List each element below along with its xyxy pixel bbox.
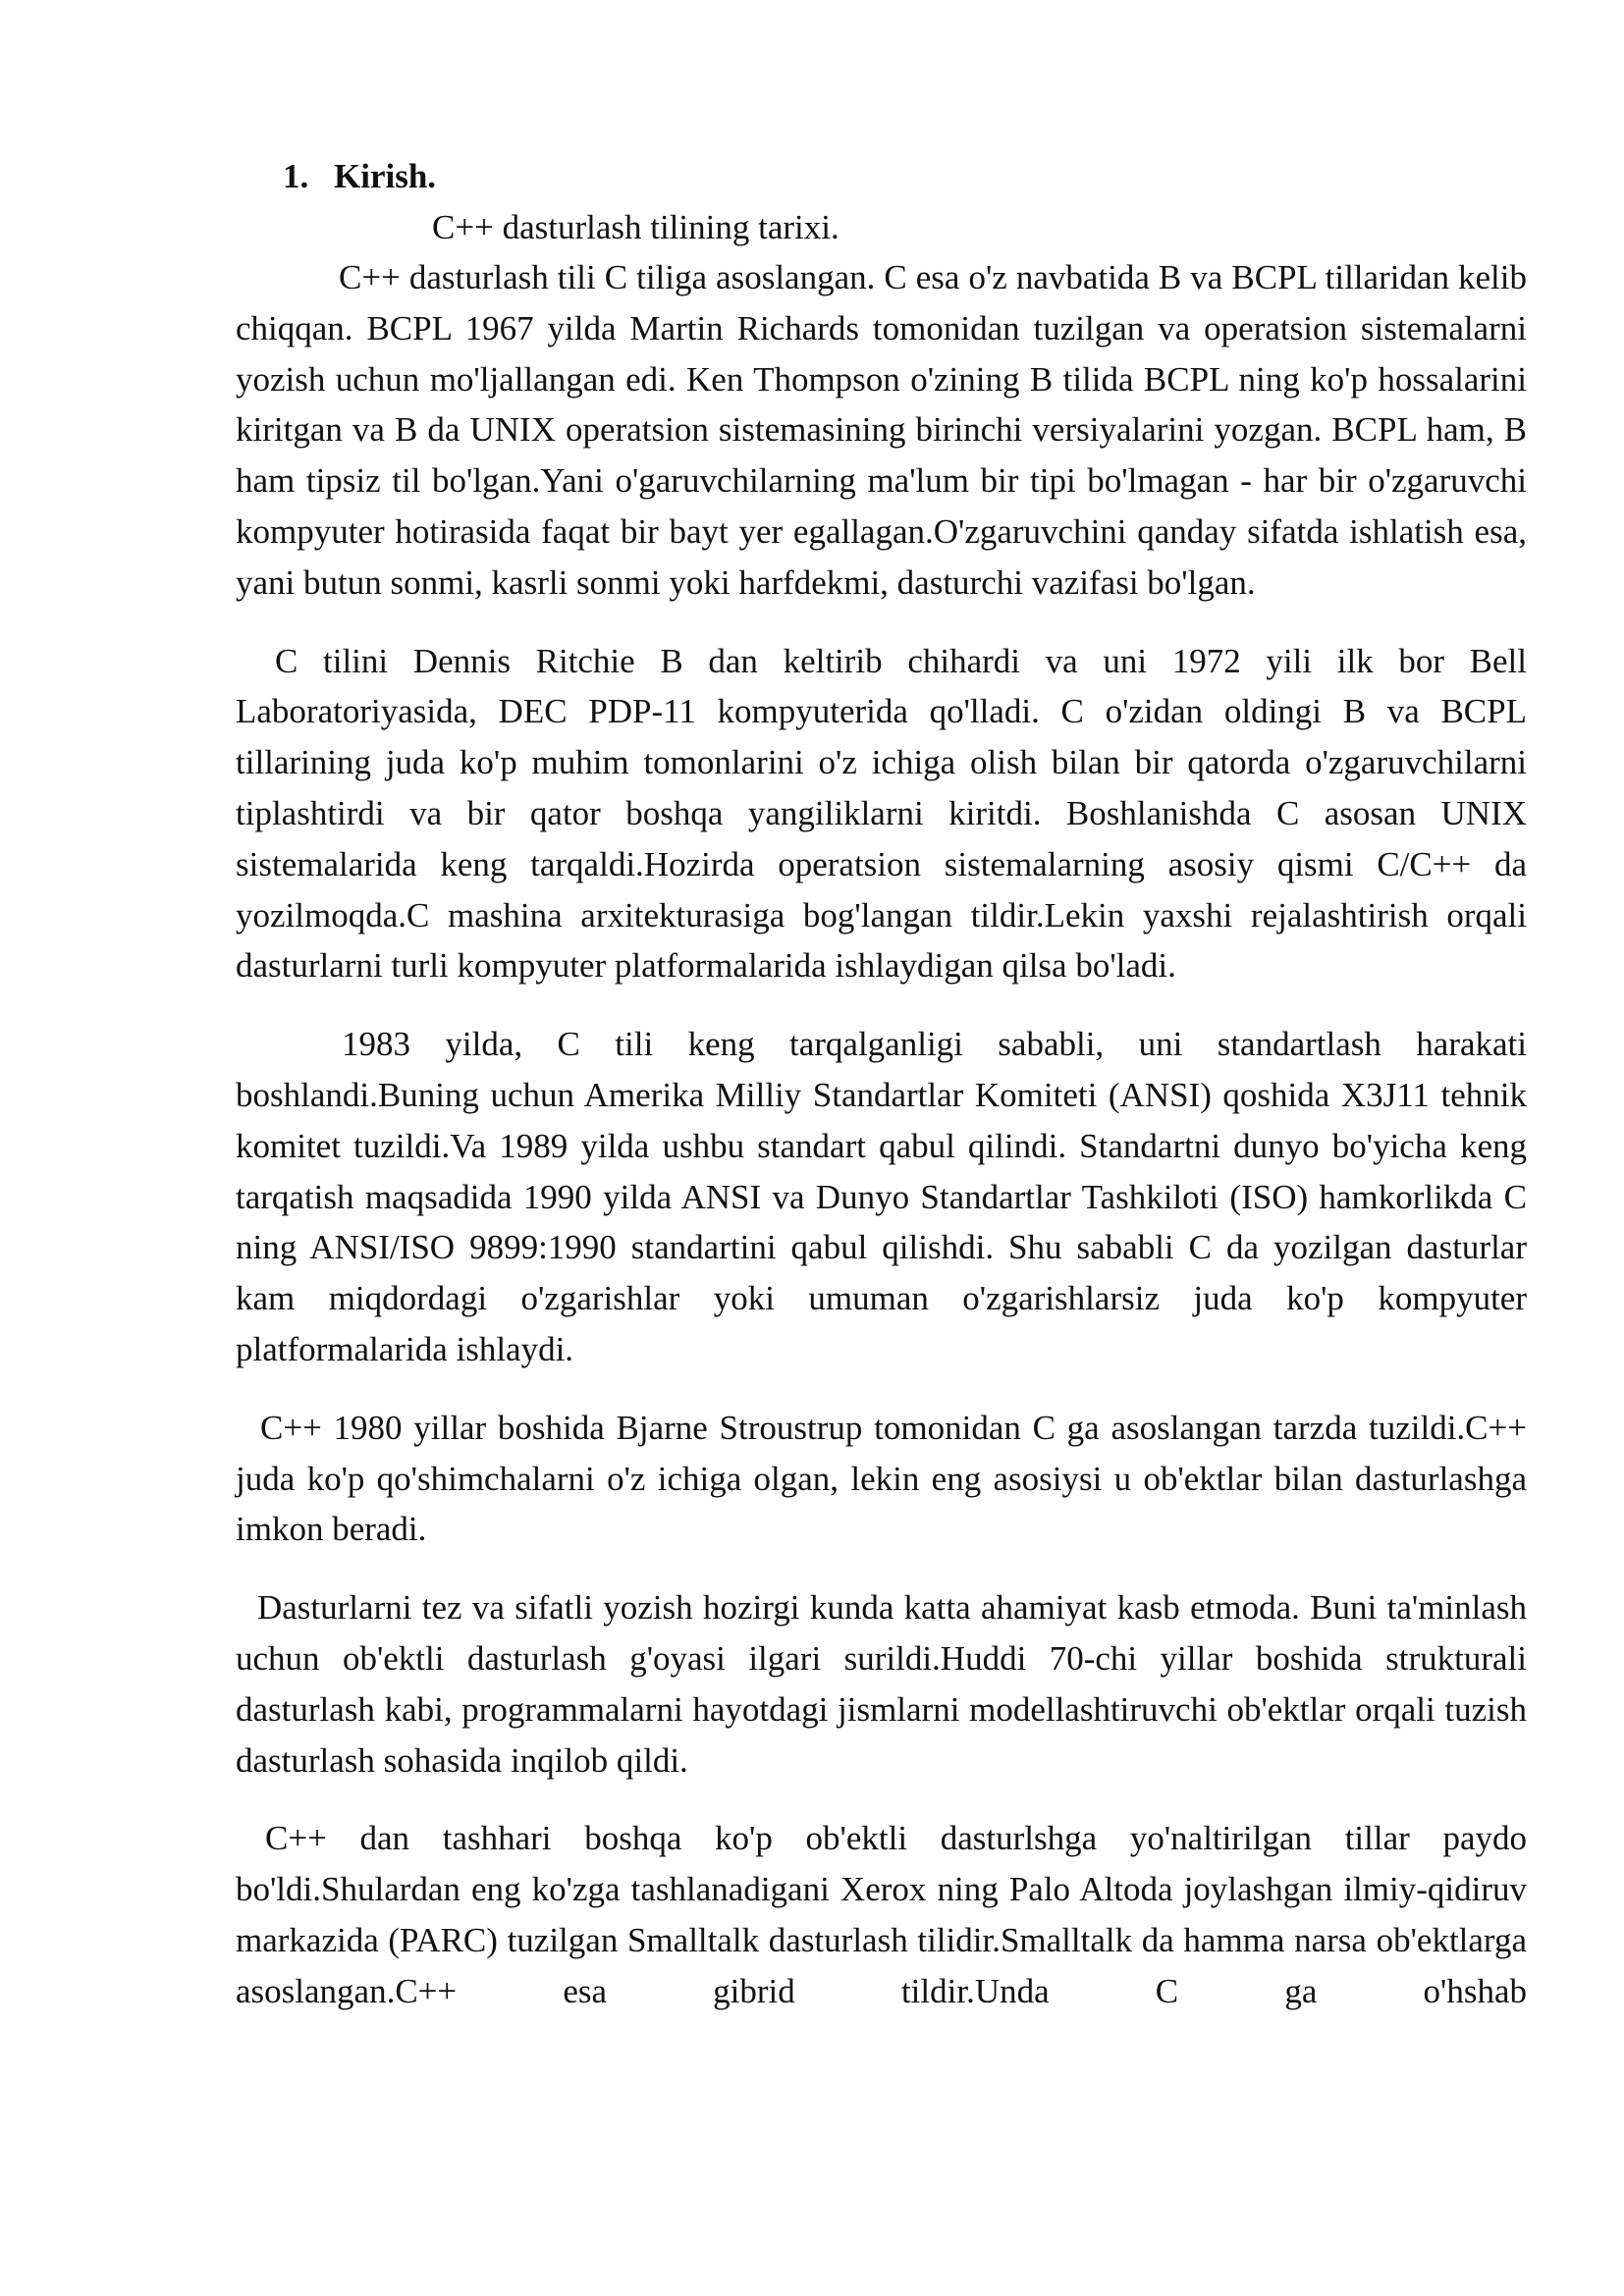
section-subtitle: C++ dasturlash tilining tarixi.	[432, 208, 839, 246]
section-title: Kirish.	[334, 157, 437, 195]
section-number: 1.	[283, 157, 309, 195]
paragraph-history-origins: C++ dasturlash tili C tiliga asoslangan. C esa o'z navbatida B va BCPL tillaridan kelib chiqqan. BCPL 1967 yilda Martin Richards tomonidan tuzilgan va operatsion sistemalarni yozish uchun mo'ljallangan edi. Ken Thompson o'zining B tilida BCPL ning ko'p hossalarini kiritgan va B da UNIX operatsion sistemasining birinchi versiyalarini yozgan. BCPL ham, B ham tipsiz til bo'lgan.Yani o'garuvchilarning ma'lum bir tipi bo'lmagan - har bir o'zgaruvchi kompyuter hotirasida faqat bir bayt yer egallagan.O'zgaruvchini qanday sifatda ishlatish esa, yani butun sonmi, kasrli sonmi yoki harfdekmi, dasturchi vazifasi bo'lgan.	[236, 258, 1527, 602]
paragraph-cpp-creation: C++ 1980 yillar boshida Bjarne Stroustrup tomonidan C ga asoslangan tarzda tuzildi.C++ juda ko'p qo'shimchalarni o'z ichiga olgan, lekin eng asosiysi u ob'ektlar bilan dasturlashga imkon beradi.	[236, 1408, 1527, 1549]
paragraph-oop-idea: Dasturlarni tez va sifatli yozish hozirgi kunda katta ahamiyat kasb etmoda. Buni ta'minlash uchun ob'ektli dasturlash g'oyasi ilgari surildi.Huddi 70-chi yillar boshida strukturali dasturlash kabi, programmalarni hayotdagi jismlarni modellashtiruvchi ob'ektlar orqali tuzish dasturlash sohasida inqilob qildi.	[236, 1588, 1527, 1780]
paragraph-standardization: 1983 yilda, C tili keng tarqalganligi sababli, uni standartlash harakati boshlandi.Buning uchun Amerika Milliy Standartlar Komiteti (ANSI) qoshida X3J11 tehnik komitet tuzildi.Va 1989 yilda ushbu standart qabul qilindi. Standartni dunyo bo'yicha keng tarqatish maqsadida 1990 yilda ANSI va Dunyo Standartlar Tashkiloti (ISO) hamkorlikda C ning ANSI/ISO 9899:1990 standartini qabul qilishdi. Shu sababli C da yozilgan dasturlar kam miqdordagi o'zgarishlar yoki umuman o'zgarishlarsiz juda ko'p kompyuter platformalarida ishlaydi.	[236, 1025, 1527, 1368]
paragraph-other-languages: C++ dan tashhari boshqa ko'p ob'ektli dasturlshga yo'naltirilgan tillar paydo bo'ldi.Shulardan eng ko'zga tashlanadigani Xerox ning Palo Altoda joylashgan ilmiy-qidiruv markazida (PARC) tuzilgan Smalltalk dasturlash tilidir.Smalltalk da hamma narsa ob'ektlarga asoslangan.C++ esa gibrid tildir.Unda C ga o'hshab	[236, 1819, 1527, 2010]
section-heading	[283, 152, 1527, 201]
paragraph-c-language: C tilini Dennis Ritchie B dan keltirib chihardi va uni 1972 yili ilk bor Bell Laboratoriyasida, DEC PDP-11 kompyuterida qo'lladi. C o'zidan oldingi B va BCPL tillarining juda ko'p muhim tomonlarini o'z ichiga olish bilan bir qatorda o'zgaruvchilarni tiplashtirdi va bir qator boshqa yangiliklarni kiritdi. Boshlanishda C asosan UNIX sistemalarida keng tarqaldi.Hozirda operatsion sistemalarning asosiy qismi C/C++ da yozilmoqda.C mashina arxitekturasiga bog'langan tildir.Lekin yaxshi rejalashtirish orqali dasturlarni turli kompyuter platformalarida ishlaydigan qilsa bo'ladi.	[236, 641, 1527, 986]
document-content	[236, 152, 1527, 2017]
